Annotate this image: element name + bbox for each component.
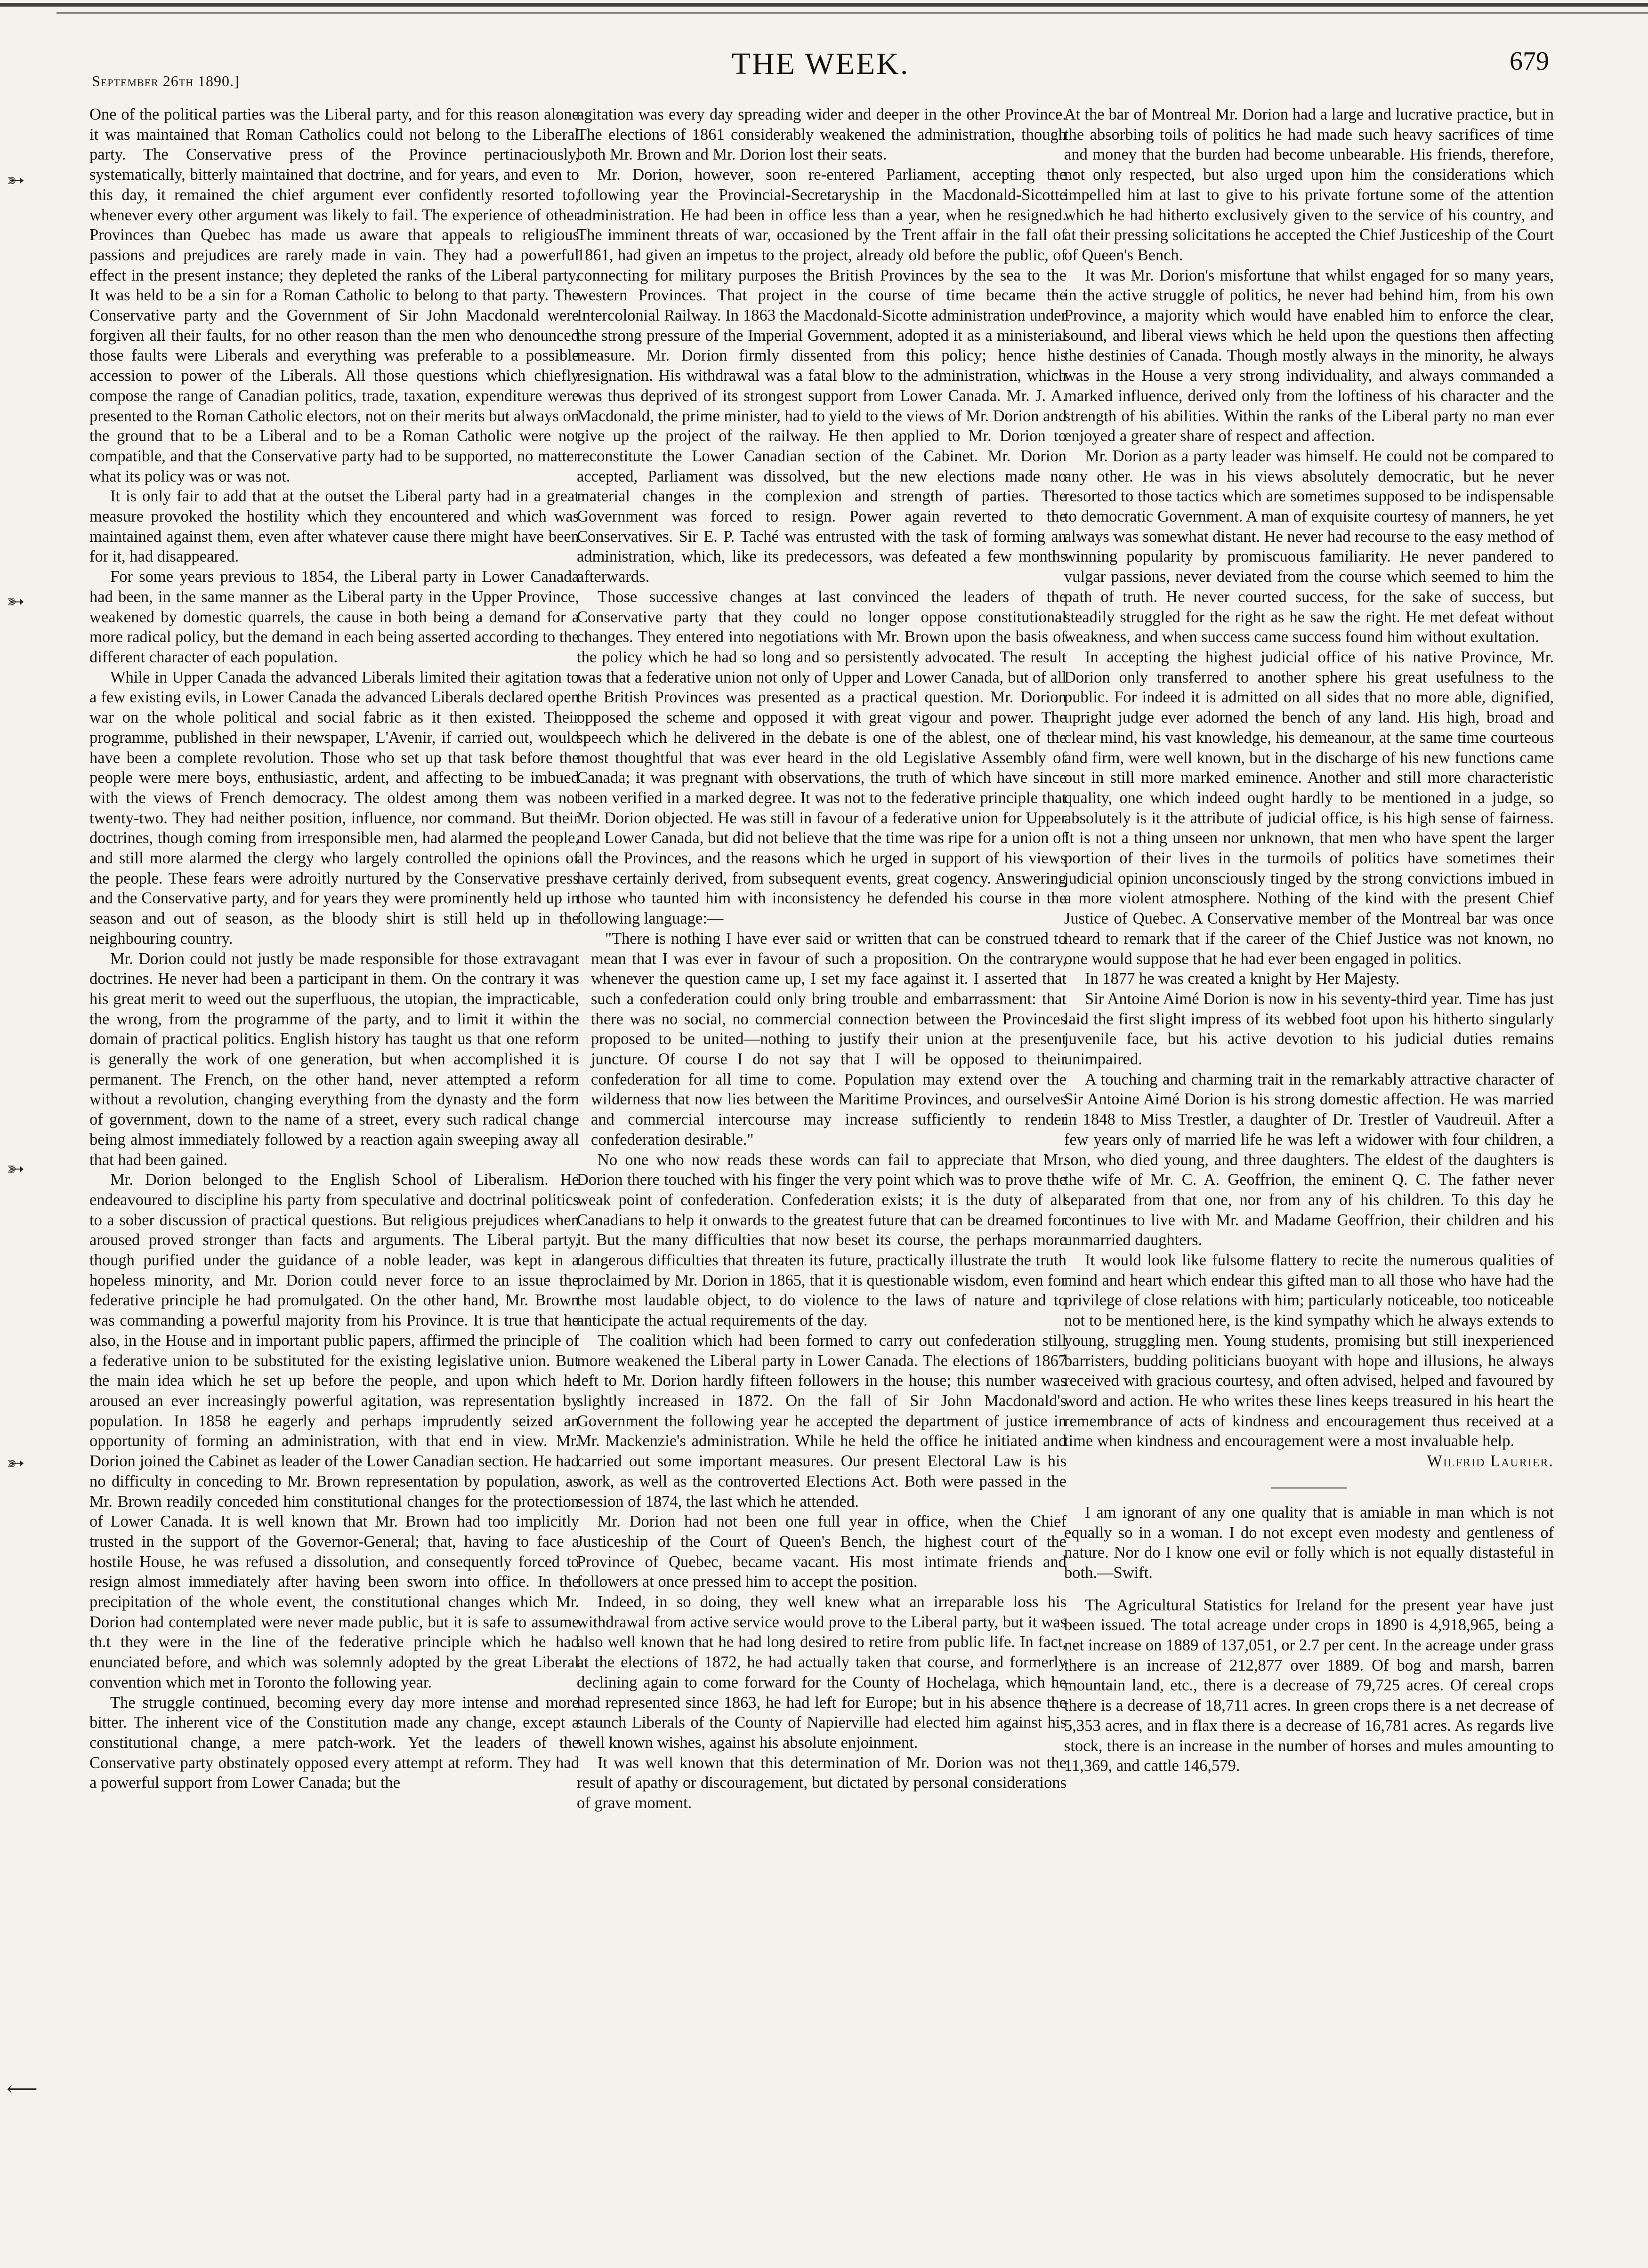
top-border-rule — [0, 3, 1648, 7]
paragraph: The struggle continued, becoming every day more intense and more bitter. The inherent vice of the Constitution made any change, except a constitutional change, a mere patch-work. Yet the leaders of the Conservative party obstinately opposed every attempt at reform. They had a powerful support from Lower Canada; but the — [89, 1693, 579, 1792]
paragraph: In 1877 he was created a knight by Her Majesty. — [1085, 970, 1400, 988]
paragraph: In accepting the highest judicial office of his native Province, Mr. Dorion only transferred to another sphere his great usefulness to the public. For indeed it is admitted on all sides that no more able, dignified, upright judge ever adorned the bench of any land. His high, broad and clear mind, his vast knowledge, his demeanour, at the same time courteous and firm, were well known, but in the discharge of his new functions came out in still more marked eminence. Another and still more characteristic quality, one which indeed ought hardly to be mentioned in a judge, so absolutely is it the attribute of judicial office, is his high sense of fairness. It is not a thing unseen nor unknown, that men who have spent the larger portion of their lives in the turmoils of politics have sometimes their judicial opinion unconsciously tinged by the strong convictions imbued in a more violent atmosphere. Nothing of the kind with the present Chief Justice of Quebec. A Conservative member of the Montreal bar was once heard to remark that if the career of the Chief Justice was not known, no one would suppose that he had ever been engaged in politics. — [1064, 648, 1554, 968]
publication-title: THE WEEK. — [731, 47, 910, 81]
paragraph: A touching and charming trait in the remarkably attractive character of Sir Antoine Aimé Dorion is his strong domestic affection. He was married in 1848 to Miss Trestler, a daughter of Dr. Trestler of Vaudreuil. After a few years only of married life he was left a widower with four children, a son, who died young, and three daughters. The eldest of the daughters is the wife of Mr. C. A. Geoffrion, the eminent Q. C. The father never separated from that one, nor from any of his children. To this day he continues to live with Mr. and Madame Geoffrion, their children and his unmarried daughters. — [1064, 1070, 1554, 1249]
paragraph: Mr. Dorion as a party leader was himself. He could not be compared to any other. He was in his views absolutely democratic, but he never resorted to those tactics which are sometimes supposed to be indispensable to democratic Government. A man of exquisite courtesy of manners, he yet always was somewhat distant. He never had recourse to the easy method of winning popularity by promiscuous familiarity. He never pandered to vulgar passions, never deviated from the course which seemed to him the path of truth. He never courted success, for the sake of success, but steadily struggled for the right as he saw the right. He met defeat without weakness, and when success came success found him without exultation. — [1064, 447, 1554, 646]
paragraph: One of the political parties was the Liberal party, and for this reason alone it was maintained that Roman Catholics could not belong to the Liberal party. The Conservative press of the Province pertinaciously, systematically, bitterly maintained that doctrine, and for years, and even to this day, it remained the chief argument ever confidently resorted to, whenever every other argument was likely to fail. The experience of other Provinces than Quebec has made us aware that appeals to religious passions and prejudices are rarely made in vain. They had a powerful effect in the present instance; they depleted the ranks of the Liberal party. It was held to be a sin for a Roman Catholic to belong to that party. The Conservative party and the Government of Sir John Macdonald were forgiven all their faults, for no other reason than the men who denounced those faults were Liberals and everything was preferable to a possible accession to power of the Liberals. All those questions which chiefly compose the range of Canadian politics, trade, taxation, expenditure were presented to the Roman Catholic electors, not on their merits but always on the ground that to be a Liberal and to be a Roman Catholic were not compatible, and that the Conservative party had to be supported, no matter what its policy was or was not. — [89, 105, 579, 485]
paragraph: Mr. Dorion, however, soon re-entered Parliament, accepting the following year the Provincial-Secretaryship in the Macdonald-Sicotte administration. He had been in office less than a year, when he resigned. The imminent threats of war, occasioned by the Trent affair in the fall of 1861, had given an impetus to the project, already old before the public, of connecting for military purposes the British Provinces by the sea to the western Provinces. That project in the course of time became the Intercolonial Railway. In 1863 the Macdonald-Sicotte administration under the strong pressure of the Imperial Government, adopted it as a ministerial measure. Mr. Dorion firmly dissented from this policy; hence his resignation. His withdrawal was a fatal blow to the administration, which was thus deprived of its strongest support from Lower Canada. Mr. J. A. Macdonald, the prime minister, had to yield to the views of Mr. Dorion and give up the project of the railway. He then applied to Mr. Dorion to reconstitute the Lower Canadian section of the Cabinet. Mr. Dorion accepted, Parliament was dissolved, but the new elections made no material changes in the complexion and strength of parties. The Government was forced to resign. Power again reverted to the Conservatives. Sir E. P. Taché was entrusted with the task of forming an administration, which, like its predecessors, was defeated a few months afterwards. — [577, 166, 1066, 586]
page-header — [92, 46, 1549, 88]
article-column-3 — [1064, 105, 1554, 2242]
paragraph: The coalition which had been formed to carry out confederation still more weakened the Liberal party in Lower Canada. The elections of 1867 left to Mr. Dorion hardly fifteen followers in the house; this number was slightly increased in 1872. On the fall of Sir John Macdonald's Government the following year he accepted the department of justice in Mr. Mackenzie's administration. While he held the office he initiated and carried out some important measures. Our present Electoral Law is his work, as well as the controverted Elections Act. Both were passed in the session of 1874, the last which he attended. — [577, 1331, 1066, 1511]
paragraph: Indeed, in so doing, they well knew what an irreparable loss his withdrawal from active service would prove to the Liberal party, but it was also well known that he had long desired to retire from public life. In fact, at the elections of 1872, he had actually taken that course, and formerly declining again to come forward for the County of Hochelaga, which he had represented since 1863, he had left for Europe; but in his absence the staunch Liberals of the County of Napierville had elected him against his well known wishes, against his absolute enjoinment. — [577, 1593, 1066, 1752]
top-border-rule-secondary — [57, 12, 1648, 14]
swift-quotation: I am ignorant of any one quality that is amiable in man which is not equally so in a woman. I do not except even modesty and gentleness of nature. Nor do I know one evil or folly which is not equally distasteful in both.—Swift. — [1064, 1503, 1554, 1582]
margin-arrow-icon: ➳ — [7, 1157, 25, 1181]
article-column-2 — [577, 105, 1066, 2242]
paragraph: Mr. Dorion belonged to the English School of Liberalism. He endeavoured to discipline his party from speculative and doctrinal politics to a sober discussion of practical questions. But religious prejudices when aroused proved stronger than facts and arguments. The Liberal party, though purified under the guidance of a noble leader, was kept in a hopeless minority, and Mr. Dorion could never force to an issue the federative principle he had promulgated. On the other hand, Mr. Brown was commanding a powerful majority from his Province. It is true that he also, in the House and in important public papers, affirmed the principle of a federative union to be substituted for the existing legislative union. But the main idea which he set up before the people, and upon which he aroused an ever increasingly powerful agitation, was representation by population. In 1858 he eagerly and perhaps imprudently seized an opportunity of forming an administration, with that end in view. Mr. Dorion joined the Cabinet as leader of the Lower Canadian section. He had no difficulty in conceding to Mr. Brown representation by population, as Mr. Brown readily conceded him constitutional changes for the protection of Lower Canada. It is well known that Mr. Brown had too implicitly trusted in the support of the Governor-General; that, having to face a hostile House, he was refused a dissolution, and consequently forced to resign almost immediately after having been sworn into office. In the precipitation of the whole event, the constitutional changes which Mr. Dorion had contemplated were never made public, but it is safe to assume th.t they were in the line of the federative principle which he had enunciated before, and which was solemnly adopted by the great Liberal convention which met in Toronto the following year. — [89, 1171, 579, 1691]
paragraph: No one who now reads these words can fail to appreciate that Mr. Dorion there touched with his finger the very point which was to prove the weak point of confederation. Confederation exists; it is the duty of all Canadians to help it onwards to the greatest future that can be dreamed for it. But the many difficulties that now beset its course, the perhaps more dangerous difficulties that threaten its future, practically illustrate the truth proclaimed by Mr. Dorion in 1865, that it is questionable wisdom, even for the most laudable object, to do violence to the laws of nature and to anticipate the actual requirements of the day. — [577, 1150, 1066, 1330]
paragraph: It was well known that this determination of Mr. Dorion was not the result of apathy or discouragement, but dictated by personal considerations of grave moment. — [577, 1753, 1066, 1812]
agricultural-statistics-paragraph: The Agricultural Statistics for Ireland for the present year have just been issued. The total acreage under crops in 1890 is 4,918,965, being a net increase on 1889 of 137,051, or 2.7 per cent. In the acreage under grass there is an increase of 212,877 over 1889. Of bog and marsh, barren mountain land, etc., there is a decrease of 79,725 acres. Of cereal crops there is a decrease of 18,711 acres. In green crops there is a net decrease of 5,353 acres, and in flax there is a decrease of 16,781 acres. As regards live stock, there is an increase in the number of horses and mules amounting to 11,369, and cattle 146,579. — [1064, 1596, 1554, 1775]
paragraph: It would look like fulsome flattery to recite the numerous qualities of mind and heart which endear this gifted man to all those who have had the privilege of close relations with him; particularly noticeable, too noticeable not to be mentioned here, is the kind sympathy which he always extends to young, struggling men. Young students, promising but still inexperienced barristers, budding politicians buoyant with hope and illusions, he always received with gracious courtesy, and often advised, helped and favoured by word and action. He who writes these lines keeps treasured in his heart the remembrance of acts of kindness and encouragement thus received at a time when kindness and encouragement were a most invaluable help. — [1064, 1251, 1554, 1450]
paragraph: Mr. Dorion could not justly be made responsible for those extravagant doctrines. He never had been a participant in them. On the contrary it was his great merit to weed out the superfluous, the utopian, the impracticable, the wrong, from the programme of the party, and to limit it within the domain of practical politics. English history has taught us that one reform is generally the work of one generation, but when accomplished it is permanent. The French, on the other hand, never attempted a reform without a revolution, changing everything from the dynasty and the form of government, down to the name of a street, every such radical change being almost immediately followed by a reaction again sweeping away all that had been gained. — [89, 949, 579, 1169]
margin-arrow-icon: ➳ — [7, 589, 25, 613]
paragraph: Those successive changes at last convinced the leaders of the Conservative party that they could no longer oppose constitutional changes. They entered into negotiations with Mr. Brown upon the basis of the policy which he had so long and so persistently advocated. The result was that a federative union not only of Upper and Lower Canada, but of all the British Provinces was presented as a practical question. Mr. Dorion opposed the scheme and opposed it with great vigour and power. The speech which he delivered in the debate is one of the ablest, one of the most thoughtful that was ever heard in the old Legislative Assembly of Canada; it was pregnant with observations, the truth of which have since been verified in a marked degree. It was not to the federative principle that Mr. Dorion objected. He was still in favour of a federative union for Upper and Lower Canada, but did not believe that the time was ripe for a union of all the Provinces, and the reasons which he urged in support of his views have certainly derived, from subsequent events, great cogency. Answering those who taunted him with inconsistency he defended his course in the following language:— — [577, 587, 1066, 928]
author-signature: Wilfrid Laurier. — [1427, 1452, 1554, 1471]
paragraph: It was Mr. Dorion's misfortune that whilst engaged for so many years, in the active struggle of politics, he never had behind him, from his own Province, a majority which would have enabled him to enforce the clear, sound, and liberal views which he held upon the questions then affecting the destinies of Canada. Though mostly always in the minority, he always was in the House a very strong individuality, and always commanded a marked influence, derived only from the loftiness of his character and the strength of his abilities. Within the ranks of the Liberal party no man ever enjoyed a greater share of respect and affection. — [1064, 266, 1554, 445]
paragraph: At the bar of Montreal Mr. Dorion had a large and lucrative practice, but in the absorbing toils of politics he had made such heavy sacrifices of time and money that the burden had become unbearable. His friends, therefore, not only respected, but also urged upon him the considerations which impelled him at last to give to his private fortune some of the attention which he had hitherto exclusively given to the service of his country, and at their pressing solicitations he accepted the Chief Justiceship of the Court of Queen's Bench. — [1064, 105, 1554, 264]
margin-arrow-icon: ⟵ — [7, 2077, 38, 2101]
paragraph: While in Upper Canada the advanced Liberals limited their agitation to a few existing evils, in Lower Canada the advanced Liberals declared open war on the whole political and social fabric as it then existed. Their programme, published in their newspaper, L'Avenir, if carried out, would have been a complete revolution. Those who set up that task before the people were mere boys, enthusiastic, ardent, and affecting to be imbued with the views of French democracy. The oldest among them was not twenty-two. They had neither position, influence, nor command. But their doctrines, though coming from irresponsible men, had alarmed the people, and still more alarmed the clergy who largely controlled the opinions of the people. These fears were adroitly nurtured by the Conservative press and the Conservative party, and for years they were prominently held up in season and out of season, as the bloody shirt is still held up in the neighbouring country. — [89, 668, 579, 948]
margin-arrow-icon: ➳ — [7, 1451, 25, 1475]
page-number: 679 — [1510, 47, 1549, 76]
margin-arrow-icon: ➳ — [7, 168, 25, 192]
paragraph: agitation was every day spreading wider and deeper in the other Province. The elections of 1861 considerably weakened the administration, though both Mr. Brown and Mr. Dorion lost their seats. — [577, 105, 1066, 164]
article-column-1 — [89, 105, 579, 2242]
paragraph: Sir Antoine Aimé Dorion is now in his seventy-third year. Time has just laid the first slight impress of its webbed foot upon his hitherto singularly juvenile face, but his active devotion to his judicial duties remains unimpaired. — [1064, 989, 1554, 1069]
paragraph: It is only fair to add that at the outset the Liberal party had in a great measure provoked the hostility which they encountered and which was maintained against them, even after whatever cause there might have been for it, had disappeared. — [89, 487, 579, 566]
issue-date: September 26th 1890.] — [92, 72, 240, 89]
block-quote: "There is nothing I have ever said or written that can be construed to mean that I was ever in favour of such a proposition. On the contrary, whenever the question came up, I set my face against it. I asserted that such a confederation could only bring trouble and embarrassment: that there was no social, no commercial connection between the Provinces proposed to be united—nothing to justify their union at the present juncture. Of course I do not say that I will be opposed to their confederation for all time to come. Population may extend over the wilderness that now lies between the Maritime Provinces, and ourselves and commercial intercourse may increase sufficiently to render confederation desirable." — [591, 929, 1066, 1149]
paragraph: Mr. Dorion had not been one full year in office, when the Chief Justiceship of the Court of Queen's Bench, the highest court of the Province of Quebec, became vacant. His most intimate friends and followers at once pressed him to accept the position. — [577, 1512, 1066, 1591]
paragraph: For some years previous to 1854, the Liberal party in Lower Canada had been, in the same manner as the Liberal party in the Upper Province, weakened by domestic quarrels, the cause in both being a demand for a more radical policy, but the demand in each being asserted according to the different character of each population. — [89, 568, 579, 666]
